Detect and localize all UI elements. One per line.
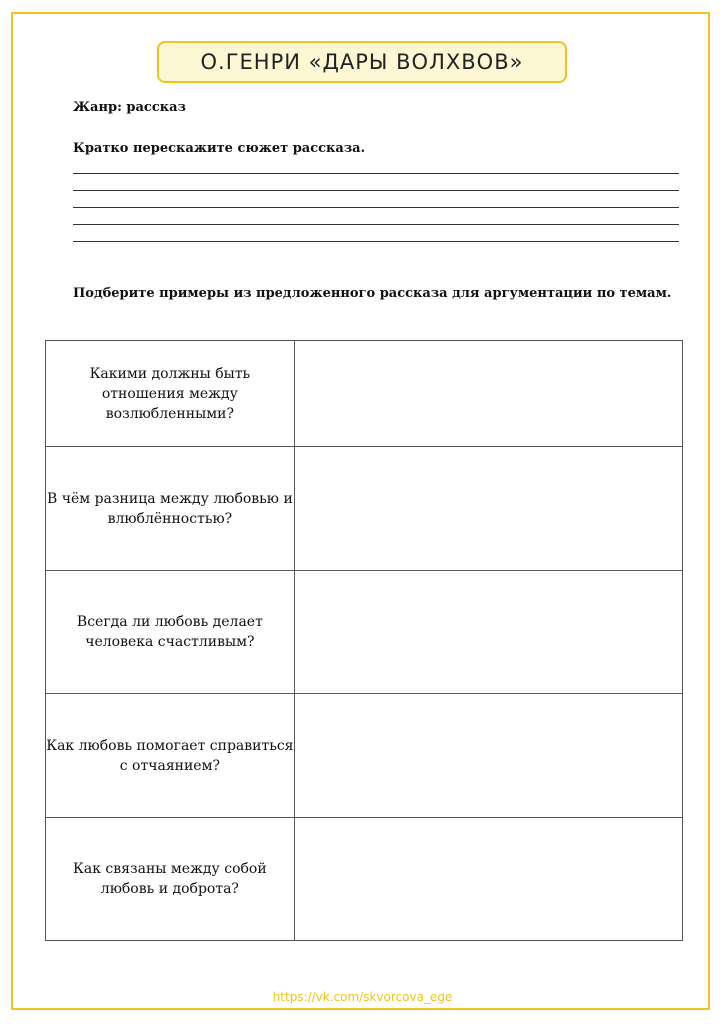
topic-question: Всегда ли любовь делает человека счастливым? [46,571,295,694]
genre-label: Жанр: рассказ [73,100,186,115]
topic-answer-cell[interactable] [294,694,682,818]
page-title: О.ГЕНРИ «ДАРЫ ВОЛХВОВ» [157,41,567,83]
table-row [46,694,683,818]
retell-task: Кратко перескажите сюжет рассказа. [73,141,366,156]
table-row [46,341,683,447]
topic-answer-cell[interactable] [294,341,682,447]
topics-table [45,340,683,941]
answer-line [73,241,679,242]
topic-question: В чём разница между любовью и влюблённостью? [46,447,295,571]
topic-answer-cell[interactable] [294,818,682,941]
topic-answer-cell[interactable] [294,571,682,694]
answer-line [73,173,679,174]
topic-question: Как связаны между собой любовь и доброта? [46,818,295,941]
topic-question: Как любовь помогает справиться с отчаянием? [46,694,295,818]
table-row [46,571,683,694]
answer-lines [73,173,679,258]
topic-question: Какими должны быть отношения между возлюбленными? [46,341,295,447]
examples-task: Подберите примеры из предложенного рассказа для аргументации по темам. [73,286,672,301]
answer-line [73,224,679,225]
table-row [46,818,683,941]
answer-line [73,190,679,191]
topic-answer-cell[interactable] [294,447,682,571]
footer-link[interactable]: https://vk.com/skvorcova_ege [272,990,453,1004]
table-row [46,447,683,571]
answer-line [73,207,679,208]
